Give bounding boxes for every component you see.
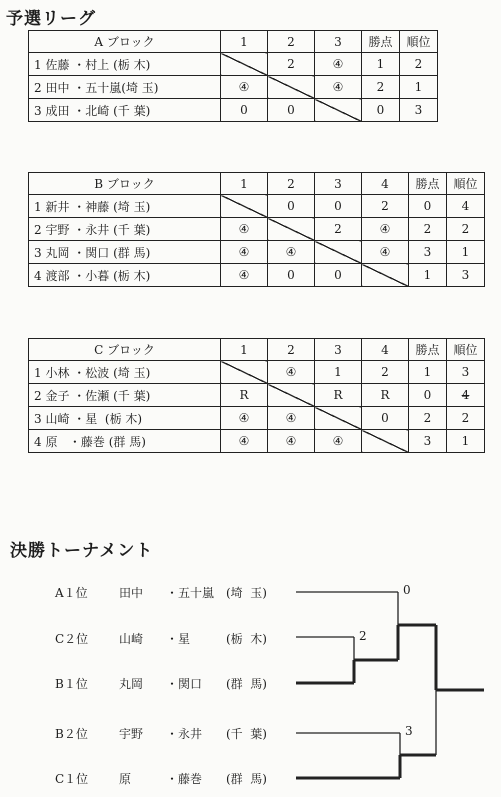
score: 0: [334, 268, 342, 282]
entry-prefecture: (埼 玉): [226, 586, 267, 600]
opponent-column-header: 4: [362, 173, 409, 195]
entry-seed: C１位: [55, 772, 89, 786]
team-name: 3 山崎 ・星 (栃 木): [29, 407, 221, 430]
win-score: ④: [285, 245, 297, 259]
team-name: 4 原 ・藤巻 (群 馬): [29, 430, 221, 453]
win-score: ④: [238, 222, 250, 236]
win-score: ④: [285, 434, 297, 448]
rank-cell: 3: [447, 264, 485, 287]
entry-prefecture: (群 馬): [226, 772, 267, 786]
win-score: ④: [238, 80, 250, 94]
win-score: ④: [379, 222, 391, 236]
entry-partner: ・関口: [166, 677, 203, 691]
points-cell: 2: [362, 76, 400, 99]
bracket-score: 2: [359, 629, 367, 643]
points-cell: 2: [409, 218, 447, 241]
bracket-score: 0: [403, 583, 411, 597]
score: R: [239, 388, 249, 402]
win-score: ④: [238, 434, 250, 448]
points-cell: 3: [409, 241, 447, 264]
win-score: ④: [332, 434, 344, 448]
rank-cell: 2: [447, 407, 485, 430]
opponent-column-header: 3: [315, 31, 362, 53]
opponent-column-header: 1: [221, 173, 268, 195]
points-cell: 1: [409, 264, 447, 287]
points-header: 勝点: [362, 31, 400, 53]
team-name: 1 新井 ・神藤 (埼 玉): [29, 195, 221, 218]
points-cell: 1: [409, 361, 447, 384]
entry-player: 原: [119, 772, 132, 786]
opponent-column-header: 1: [221, 339, 268, 361]
entry-player: 宇野: [119, 727, 144, 741]
final-heading: 決勝トーナメント: [10, 541, 154, 561]
rank-cell: 4: [447, 384, 485, 407]
entry-seed: B１位: [55, 677, 88, 691]
score: 0: [334, 199, 342, 213]
score: 2: [287, 57, 295, 71]
score: 0: [287, 268, 295, 282]
rank-header: 順位: [400, 31, 438, 53]
entry-prefecture: (群 馬): [226, 677, 267, 691]
opponent-column-header: 3: [315, 173, 362, 195]
entry-seed: A１位: [55, 586, 88, 600]
block-title: C ブロック: [29, 339, 221, 361]
entry-prefecture: (栃 木): [226, 632, 267, 646]
points-cell: 0: [409, 384, 447, 407]
points-cell: 2: [409, 407, 447, 430]
rank-cell: 3: [400, 99, 438, 122]
opponent-column-header: 2: [268, 339, 315, 361]
rank-cell: 1: [400, 76, 438, 99]
entry-seed: B２位: [55, 727, 88, 741]
win-score: ④: [332, 80, 344, 94]
points-cell: 0: [409, 195, 447, 218]
opponent-column-header: 2: [268, 173, 315, 195]
team-name: 1 小林 ・松波 (埼 玉): [29, 361, 221, 384]
points-header: 勝点: [409, 173, 447, 195]
rank-cell: 2: [447, 218, 485, 241]
entry-player: 山崎: [119, 632, 144, 646]
score: 1: [334, 365, 342, 379]
entry-player: 丸岡: [119, 677, 144, 691]
opponent-column-header: 3: [315, 339, 362, 361]
win-score: ④: [238, 268, 250, 282]
rank-cell: 4: [447, 195, 485, 218]
score: 2: [334, 222, 342, 236]
block-title: A ブロック: [29, 31, 221, 53]
rank-cell: 3: [447, 361, 485, 384]
score: R: [333, 388, 343, 402]
entry-partner: ・永井: [166, 727, 203, 741]
bracket-score: 3: [405, 724, 413, 738]
points-cell: 0: [362, 99, 400, 122]
team-name: 2 宇野 ・永井 (千 葉): [29, 218, 221, 241]
team-name: 3 丸岡 ・関口 (群 馬): [29, 241, 221, 264]
rank-header: 順位: [447, 339, 485, 361]
team-name: 4 渡部 ・小暮 (栃 木): [29, 264, 221, 287]
team-name: 3 成田 ・北崎 (千 葉): [29, 99, 221, 122]
league-heading: 予選リーグ: [6, 9, 96, 29]
win-score: ④: [238, 411, 250, 425]
rank-header: 順位: [447, 173, 485, 195]
win-score: ④: [285, 365, 297, 379]
team-name: 2 金子 ・佐瀬 (千 葉): [29, 384, 221, 407]
entry-prefecture: (千 葉): [226, 727, 267, 741]
win-score: ④: [238, 245, 250, 259]
points-header: 勝点: [409, 339, 447, 361]
rank-cell: 1: [447, 430, 485, 453]
rank-cell: 2: [400, 53, 438, 76]
team-name: 1 佐藤 ・村上 (栃 木): [29, 53, 221, 76]
points-cell: 1: [362, 53, 400, 76]
rank-cell: 1: [447, 241, 485, 264]
score: R: [380, 388, 390, 402]
entry-partner: ・五十嵐: [166, 586, 215, 600]
score: 0: [381, 411, 389, 425]
score: 2: [381, 365, 389, 379]
entry-partner: ・星: [166, 632, 191, 646]
entry-player: 田中: [119, 586, 144, 600]
entry-partner: ・藤巻: [166, 772, 203, 786]
entry-seed: C２位: [55, 632, 89, 646]
points-cell: 3: [409, 430, 447, 453]
score: 0: [287, 199, 295, 213]
win-score: ④: [332, 57, 344, 71]
win-score: ④: [285, 411, 297, 425]
score: 0: [287, 103, 295, 117]
win-score: ④: [379, 245, 391, 259]
score: 2: [381, 199, 389, 213]
team-name: 2 田中 ・五十嵐(埼 玉): [29, 76, 221, 99]
opponent-column-header: 4: [362, 339, 409, 361]
opponent-column-header: 2: [268, 31, 315, 53]
opponent-column-header: 1: [221, 31, 268, 53]
score: 0: [240, 103, 248, 117]
block-title: B ブロック: [29, 173, 221, 195]
